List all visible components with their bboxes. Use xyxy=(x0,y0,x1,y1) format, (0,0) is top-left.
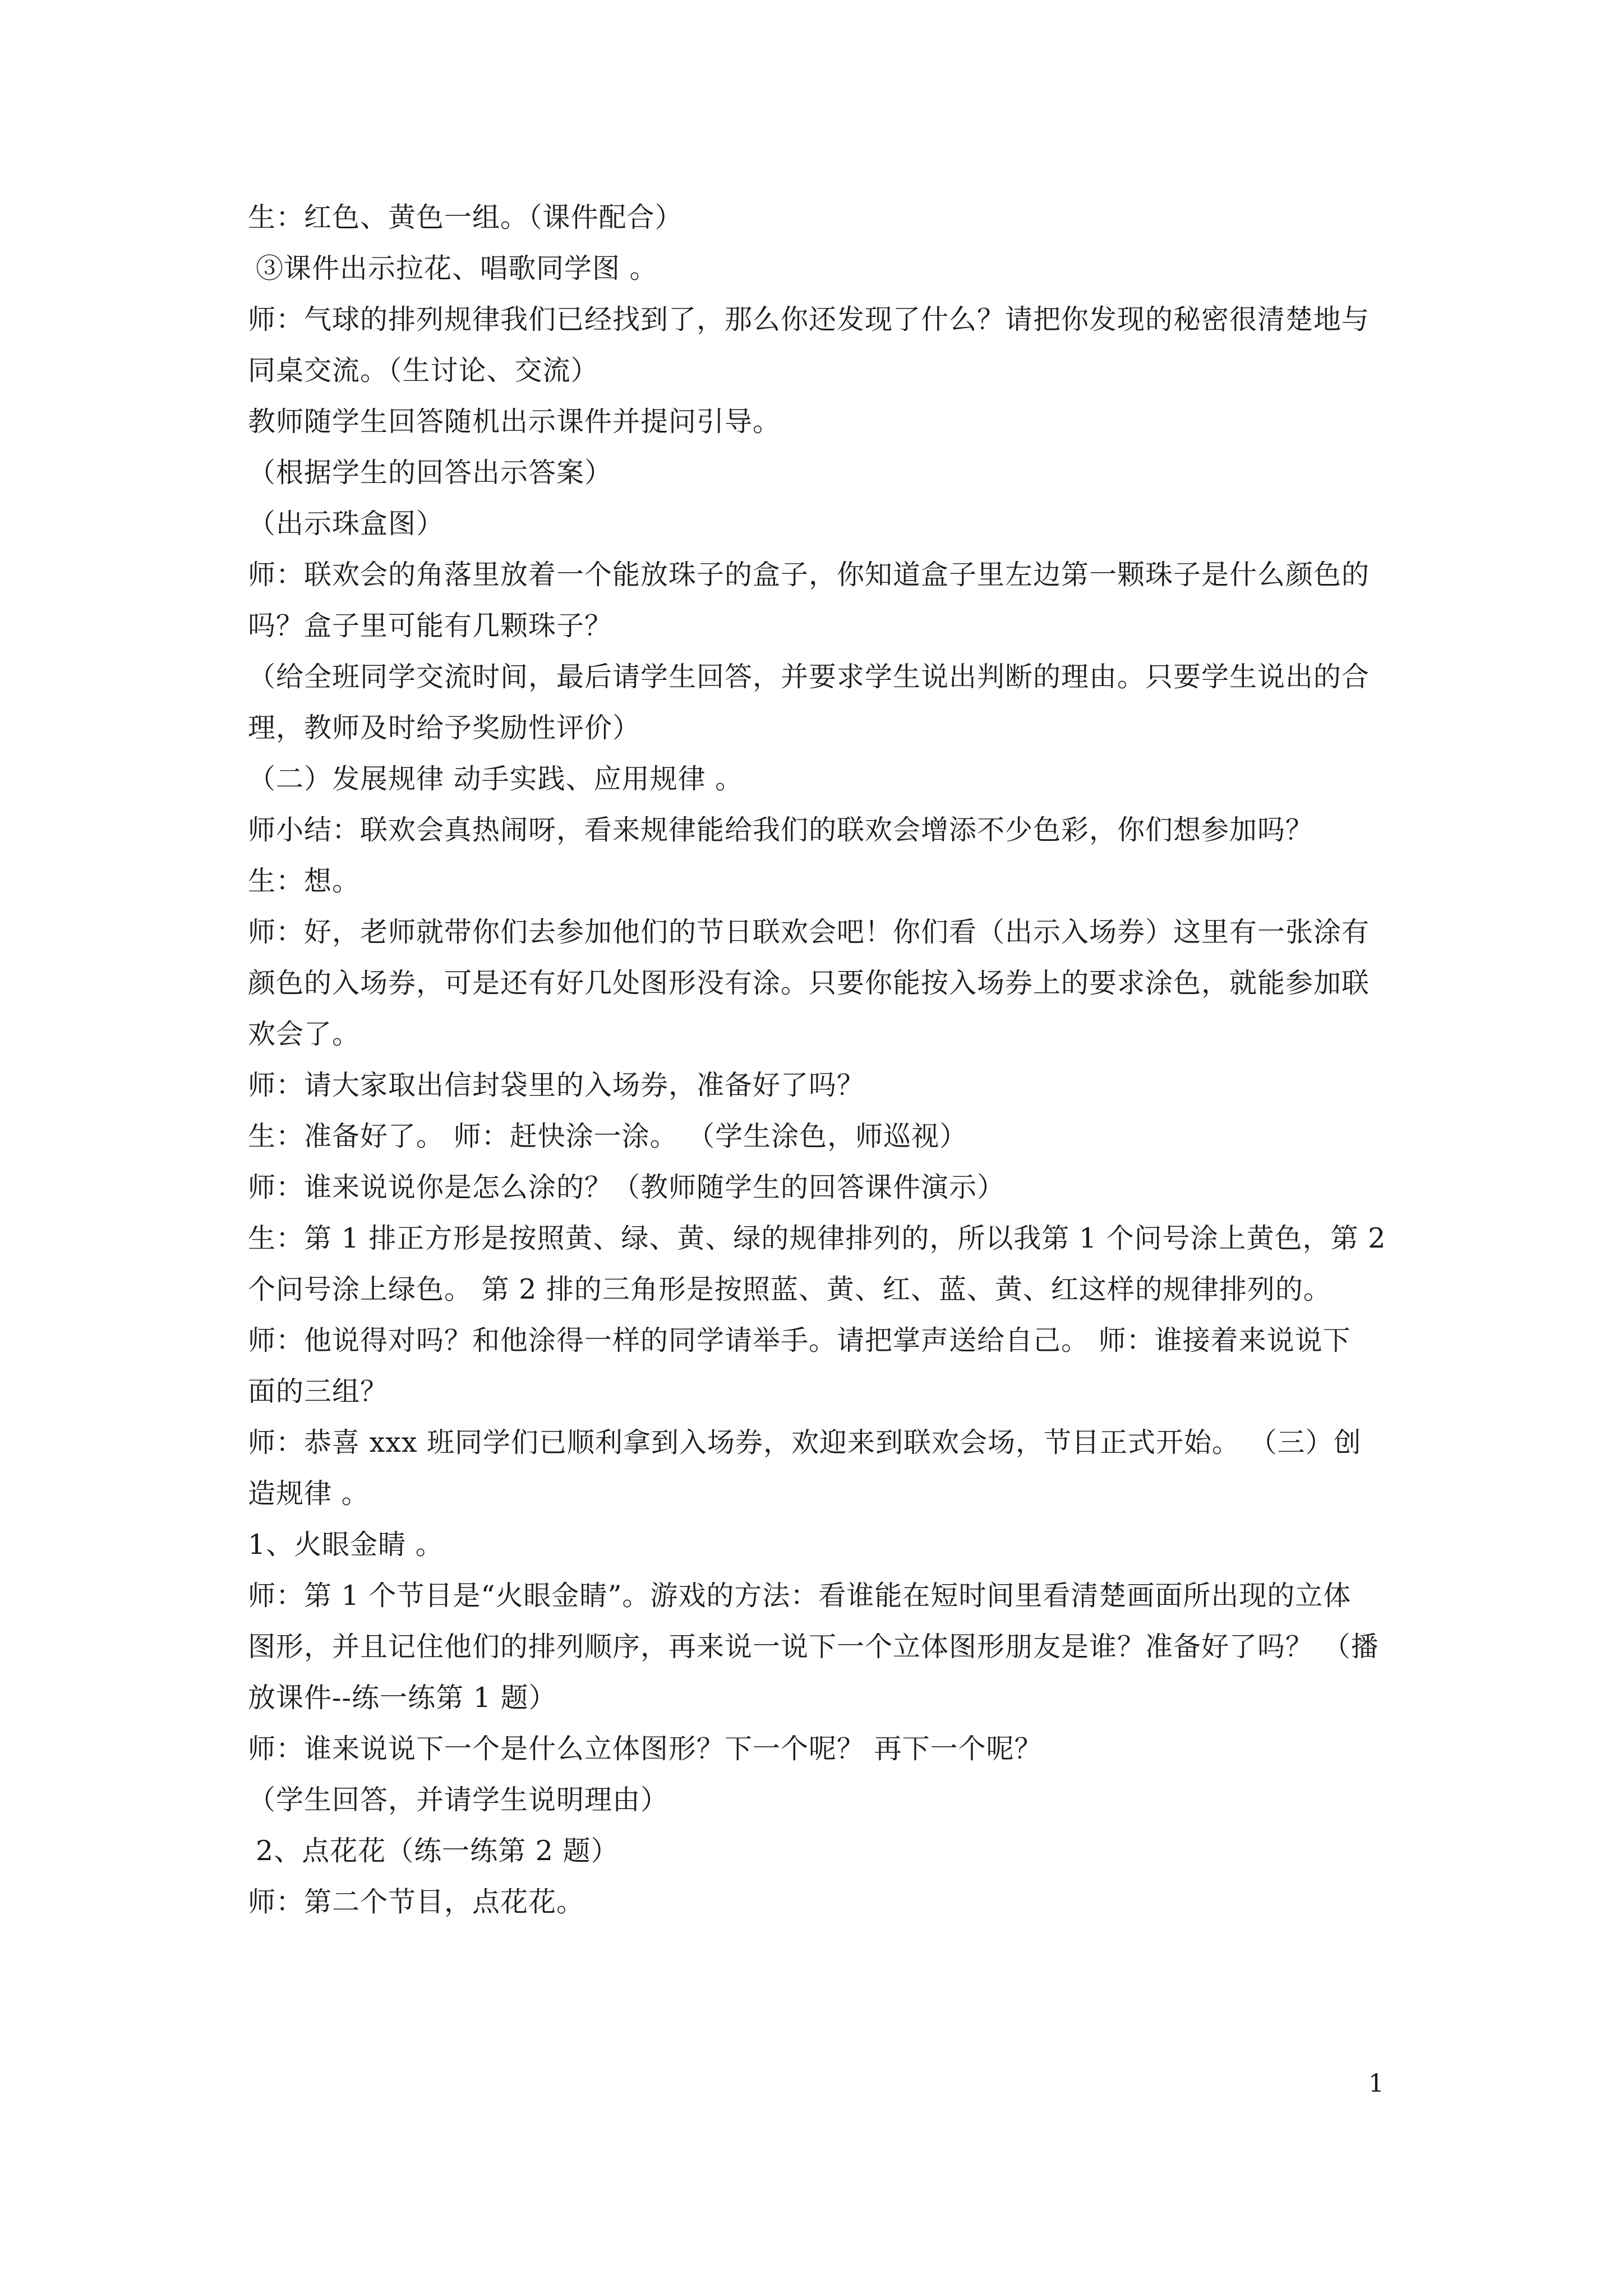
document-body xyxy=(248,192,1398,1927)
text-line: 吗？盒子里可能有几颗珠子？ xyxy=(248,610,613,642)
text-line: 师：恭喜 xxx 班同学们已顺利拿到入场券，欢迎来到联欢会场，节目正式开始。 （三）创 xyxy=(248,1427,1362,1458)
text-line: 2、点花花（练一练第 2 题） xyxy=(256,1835,619,1867)
text-line: 面的三组？ xyxy=(248,1375,389,1407)
text-line: 师：谁来说说下一个是什么立体图形？下一个呢？ 再下一个呢？ xyxy=(248,1733,1043,1765)
text-line: 师：气球的排列规律我们已经找到了，那么你还发现了什么？请把你发现的秘密很清楚地与 xyxy=(248,303,1370,335)
text-line: （出示珠盒图） xyxy=(248,508,445,540)
text-line: 师小结：联欢会真热闹呀，看来规律能给我们的联欢会增添不少色彩，你们想参加吗？ xyxy=(248,814,1314,846)
text-line: 生：想。 xyxy=(248,865,361,897)
text-line: 理，教师及时给予奖励性评价） xyxy=(248,712,641,744)
text-line: 师：请大家取出信封袋里的入场券，准备好了吗？ xyxy=(248,1069,865,1101)
text-line: 1、火眼金睛 。 xyxy=(248,1529,444,1561)
text-line: （根据学生的回答出示答案） xyxy=(248,457,613,489)
text-line: （二）发展规律 动手实践、应用规律 。 xyxy=(248,763,744,795)
text-line: ③课件出示拉花、唱歌同学图 。 xyxy=(256,252,658,284)
text-line: 同桌交流。（生讨论、交流） xyxy=(248,355,599,386)
text-line: 师：联欢会的角落里放着一个能放珠子的盒子，你知道盒子里左边第一颗珠子是什么颜色的 xyxy=(248,559,1370,591)
page-number: 1 xyxy=(1368,2069,1384,2098)
text-line: 放课件--练一练第 1 题） xyxy=(248,1682,557,1714)
text-line: 生：红色、黄色一组。（课件配合） xyxy=(248,201,683,233)
text-line: 生：第 1 排正方形是按照黄、绿、黄、绿的规律排列的，所以我第 1 个问号涂上黄色，第 2 xyxy=(248,1222,1386,1254)
text-line: （学生回答，并请学生说明理由） xyxy=(248,1784,669,1816)
text-line: 师：谁来说说你是怎么涂的？（教师随学生的回答课件演示） xyxy=(248,1171,1006,1203)
text-line: 师：第二个节目，点花花。 xyxy=(248,1886,585,1918)
text-line: 师：好，老师就带你们去参加他们的节日联欢会吧！你们看（出示入场券）这里有一张涂有 xyxy=(248,916,1370,948)
text-line: 欢会了。 xyxy=(248,1018,361,1050)
text-line: 图形，并且记住他们的排列顺序，再来说一说下一个立体图形朋友是谁？准备好了吗？ （播 xyxy=(248,1631,1379,1663)
text-line: 师：第 1 个节目是“火眼金睛”。游戏的方法：看谁能在短时间里看清楚画面所出现的立体 xyxy=(248,1580,1352,1612)
text-line: 个问号涂上绿色。 第 2 排的三角形是按照蓝、黄、红、蓝、黄、红这样的规律排列的。 xyxy=(248,1273,1331,1305)
text-line: 颜色的入场券，可是还有好几处图形没有涂。只要你能按入场券上的要求涂色，就能参加联 xyxy=(248,967,1370,999)
text-line: 师：他说得对吗？和他涂得一样的同学请举手。请把掌声送给自己。 师：谁接着来说说下 xyxy=(248,1324,1351,1356)
text-line: 生：准备好了。 师：赶快涂一涂。 （学生涂色，师巡视） xyxy=(248,1120,968,1152)
text-line: 造规律 。 xyxy=(248,1478,370,1510)
text-line: 教师随学生回答随机出示课件并提问引导。 xyxy=(248,406,781,438)
text-line: （给全班同学交流时间，最后请学生回答，并要求学生说出判断的理由。只要学生说出的合 xyxy=(248,661,1370,693)
